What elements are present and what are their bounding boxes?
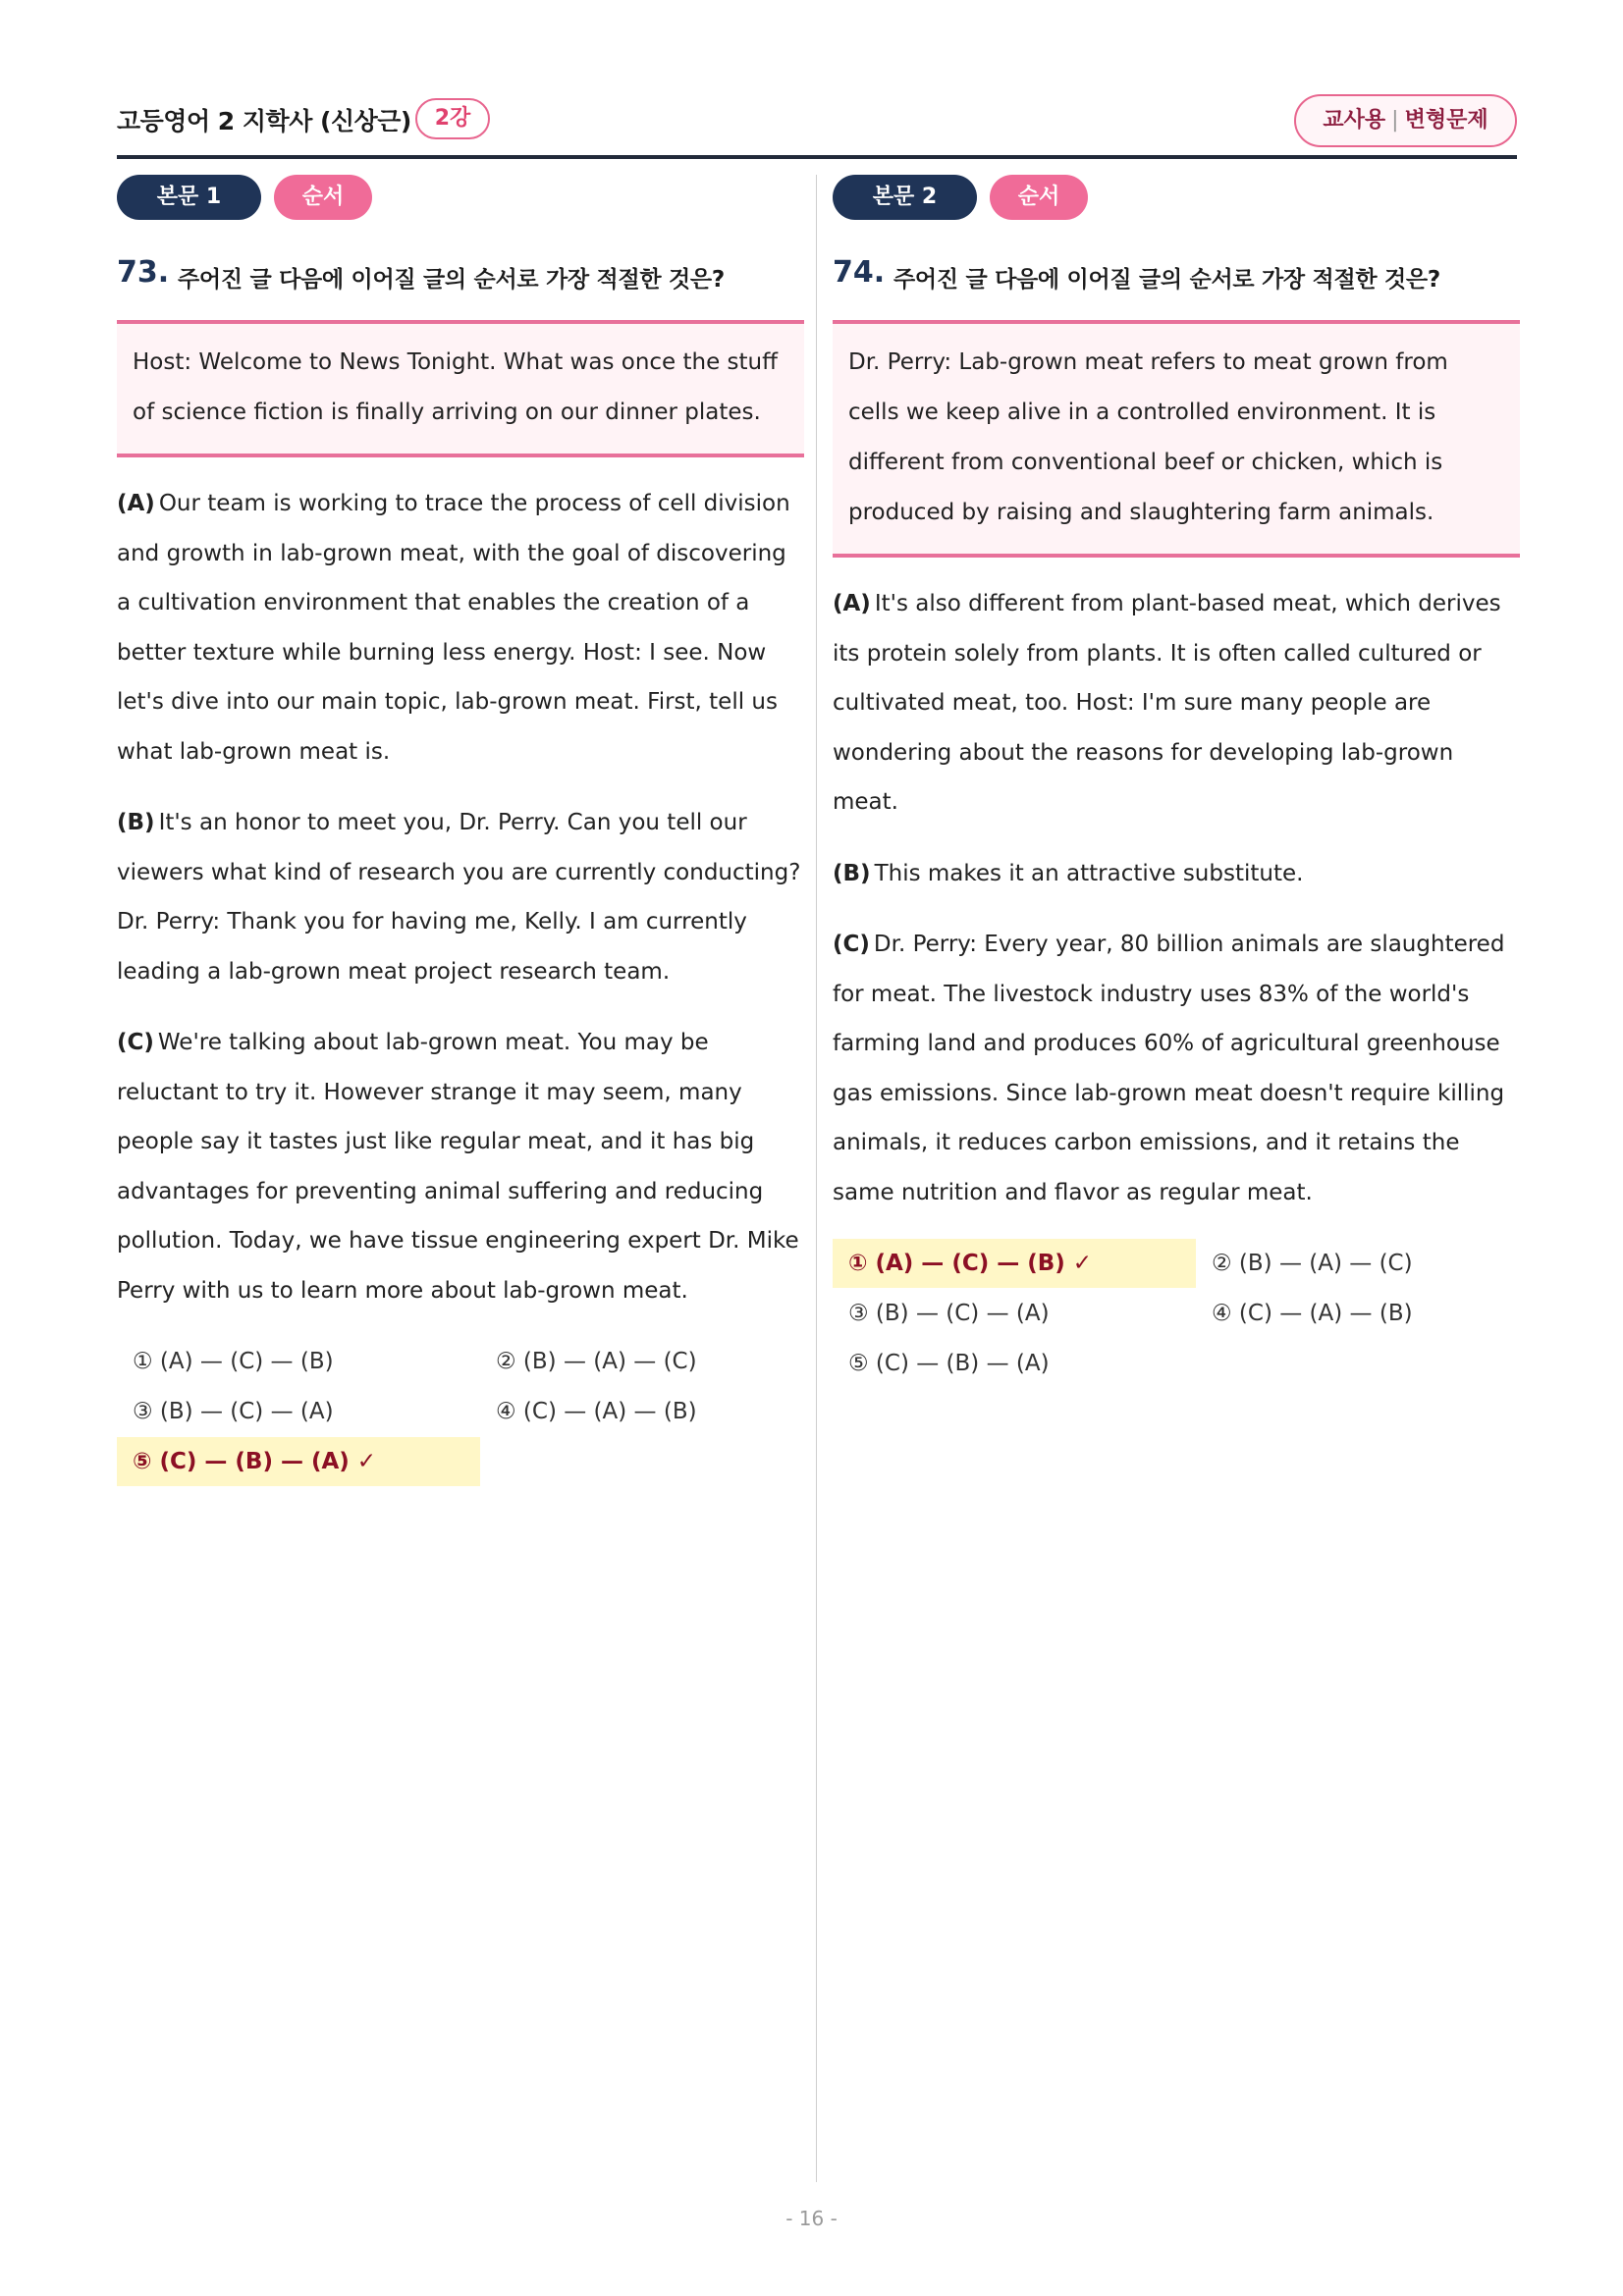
given-passage-box: Host: Welcome to News Tonight. What was once the stuff of science fiction is finally arriving on our dinner plates. <box>117 320 804 457</box>
paragraph-label: (C) <box>833 932 870 957</box>
choice-4[interactable]: ④ (C) — (A) — (B) <box>1212 1301 1413 1326</box>
paragraph-text: It's an honor to meet you, Dr. Perry. Can you tell our viewers what kind of research you are currently conducting? Dr. Perry: Thank you for having me, Kelly. I am currently leading a lab-grown meat project research team. <box>117 810 801 985</box>
choice-3[interactable]: ③ (B) — (C) — (A) <box>133 1399 334 1424</box>
question-74-column <box>833 175 1520 1396</box>
paragraph-a <box>833 579 1520 828</box>
edition-badge <box>1294 94 1517 147</box>
passage-tag: 본문 2 <box>833 175 977 220</box>
question-type-tag: 순서 <box>274 175 372 220</box>
question-prompt: 주어진 글 다음에 이어질 글의 순서로 가장 적절한 것은? <box>893 267 1440 293</box>
paragraph-text: This makes it an attractive substitute. <box>874 860 1304 886</box>
question-type-tag: 순서 <box>990 175 1088 220</box>
answer-choices <box>833 1239 1520 1396</box>
paragraph-text: We're talking about lab-grown meat. You may be reluctant to try it. However strange it may seem, many people say it tastes just like regular meat, and it has big advantages for preventing animal suffering and reducing pollution. Today, we have tissue engineering expert Dr. Mike Perry with us to learn more about lab-grown meat. <box>117 1030 799 1304</box>
paragraph-text: Dr. Perry: Every year, 80 billion animals are slaughtered for meat. The livestock industry uses 83% of the world's farming land and produces 60% of agricultural greenhouse gas emissions. Since lab-grown meat doesn't require killing animals, it reduces carbon emissions, and it retains the same nutrition and flavor as regular meat. <box>833 932 1505 1205</box>
lesson-badge: 2강 <box>415 98 490 139</box>
choice-3[interactable]: ③ (B) — (C) — (A) <box>848 1301 1050 1326</box>
choice-1[interactable]: ① (A) — (C) — (B) <box>133 1349 334 1374</box>
question-number: 74. <box>833 255 886 290</box>
document-title: 고등영어 2 지학사 (신상근) <box>117 107 411 135</box>
paragraph-text: Our team is working to trace the process of cell division and growth in lab-grown meat, with the goal of discovering a cultivation environment that enables the creation of a better texture while burning less energy. Host: I see. Now let's dive into our main topic, lab-grown meat. First, tell us what lab-grown meat is. <box>117 491 790 765</box>
header-divider <box>117 155 1517 159</box>
passage-tag: 본문 1 <box>117 175 261 220</box>
paragraph-a <box>117 479 804 776</box>
page-header <box>117 94 1517 159</box>
paragraph-label: (B) <box>833 860 871 886</box>
page-number: - 16 - <box>785 2207 838 2230</box>
choice-2[interactable]: ② (B) — (A) — (C) <box>1212 1251 1413 1276</box>
paragraph-c <box>833 920 1520 1217</box>
paragraph-label: (B) <box>117 810 155 835</box>
tag-row <box>833 175 1520 222</box>
edition-type-label: 변형문제 <box>1404 108 1488 133</box>
column-divider <box>816 175 817 2182</box>
paragraph-label: (A) <box>117 491 155 516</box>
edition-separator: | <box>1391 108 1399 133</box>
paragraph-label: (C) <box>117 1030 154 1055</box>
choice-2[interactable]: ② (B) — (A) — (C) <box>496 1349 697 1374</box>
question-heading <box>117 255 804 298</box>
paragraph-label: (A) <box>833 591 871 616</box>
choice-5-correct-answer[interactable]: ⑤ (C) — (B) — (A) ✓ <box>117 1437 480 1486</box>
question-heading <box>833 255 1520 298</box>
question-73-column <box>117 175 804 1494</box>
choice-4[interactable]: ④ (C) — (A) — (B) <box>496 1399 697 1424</box>
answer-choices <box>117 1337 804 1494</box>
choice-1-correct-answer[interactable]: ① (A) — (C) — (B) ✓ <box>833 1239 1196 1288</box>
paragraph-b <box>833 849 1520 899</box>
paragraph-c <box>117 1018 804 1315</box>
edition-teacher-label: 교사용 <box>1323 108 1386 133</box>
paragraph-text: It's also different from plant-based meat, which derives its protein solely from plants. It is often called cultured or cultivated meat, too. Host: I'm sure many people are wondering about the reasons for developing lab-grown meat. <box>833 591 1501 815</box>
paragraph-b <box>117 798 804 996</box>
question-number: 73. <box>117 255 170 290</box>
choice-5[interactable]: ⑤ (C) — (B) — (A) <box>848 1351 1050 1376</box>
tag-row <box>117 175 804 222</box>
question-prompt: 주어진 글 다음에 이어질 글의 순서로 가장 적절한 것은? <box>178 267 725 293</box>
given-passage-box: Dr. Perry: Lab-grown meat refers to meat grown from cells we keep alive in a controlled environment. It is different from conventional beef or chicken, which is produced by raising and slaughtering farm animals. <box>833 320 1520 558</box>
